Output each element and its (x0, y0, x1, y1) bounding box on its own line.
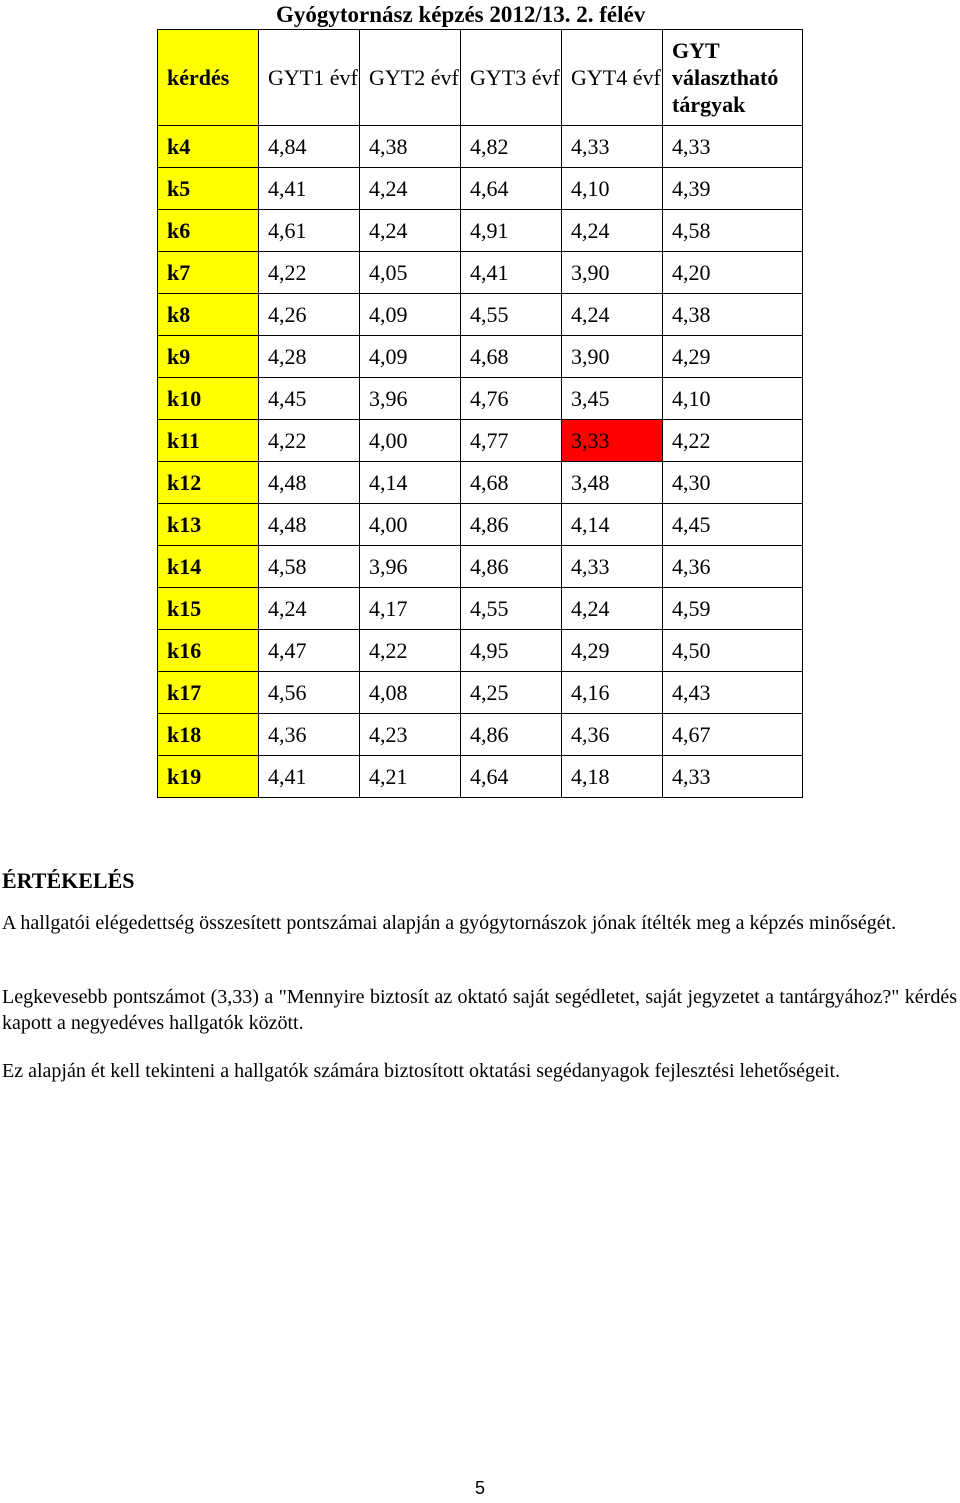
score-cell: 4,10 (562, 168, 663, 210)
question-id: k13 (158, 504, 259, 546)
score-cell: 4,24 (360, 210, 461, 252)
score-cell: 4,33 (562, 126, 663, 168)
score-cell: 4,38 (663, 294, 803, 336)
score-cell: 4,16 (562, 672, 663, 714)
score-cell: 4,25 (461, 672, 562, 714)
question-id: k8 (158, 294, 259, 336)
score-cell: 4,00 (360, 504, 461, 546)
score-cell: 4,68 (461, 336, 562, 378)
table-row (158, 630, 803, 672)
results-table (157, 29, 803, 798)
score-cell: 4,30 (663, 462, 803, 504)
score-cell: 3,45 (562, 378, 663, 420)
score-cell: 4,59 (663, 588, 803, 630)
page-number: 5 (474, 1478, 485, 1498)
score-cell: 4,24 (259, 588, 360, 630)
score-cell: 4,64 (461, 168, 562, 210)
score-cell: 4,61 (259, 210, 360, 252)
table-row (158, 336, 803, 378)
score-cell: 4,14 (360, 462, 461, 504)
score-cell: 4,41 (259, 168, 360, 210)
score-cell: 4,77 (461, 420, 562, 462)
question-id: k17 (158, 672, 259, 714)
score-cell: 4,20 (663, 252, 803, 294)
question-id: k11 (158, 420, 259, 462)
score-cell: 4,39 (663, 168, 803, 210)
table-row (158, 420, 803, 462)
score-cell: 4,50 (663, 630, 803, 672)
table-row (158, 714, 803, 756)
score-cell: 4,36 (562, 714, 663, 756)
score-cell: 4,28 (259, 336, 360, 378)
score-cell: 4,56 (259, 672, 360, 714)
score-cell: 4,41 (259, 756, 360, 798)
score-cell: 4,36 (663, 546, 803, 588)
table-row (158, 504, 803, 546)
score-cell: 4,48 (259, 504, 360, 546)
table-row (158, 546, 803, 588)
question-id: k12 (158, 462, 259, 504)
score-cell: 3,96 (360, 378, 461, 420)
table-body (158, 126, 803, 798)
score-cell: 4,24 (562, 588, 663, 630)
score-cell: 4,36 (259, 714, 360, 756)
score-cell: 4,14 (562, 504, 663, 546)
score-cell: 4,18 (562, 756, 663, 798)
score-cell: 4,76 (461, 378, 562, 420)
score-cell: 3,90 (562, 336, 663, 378)
score-cell: 4,95 (461, 630, 562, 672)
score-cell: 4,33 (663, 126, 803, 168)
evaluation-paragraph-3: Ez alapján ét kell tekinteni a hallgatók számára biztosított oktatási segédanyagok fejlesztési lehetőségeit. (2, 1060, 841, 1082)
score-cell: 4,67 (663, 714, 803, 756)
table-row (158, 756, 803, 798)
score-cell: 4,82 (461, 126, 562, 168)
score-cell: 4,38 (360, 126, 461, 168)
score-cell: 4,23 (360, 714, 461, 756)
question-id: k18 (158, 714, 259, 756)
score-cell: 4,00 (360, 420, 461, 462)
page-title: Gyógytornász képzés 2012/13. 2. félév (276, 2, 646, 27)
score-cell: 4,55 (461, 588, 562, 630)
table-row (158, 210, 803, 252)
score-cell: 4,24 (360, 168, 461, 210)
question-id: k15 (158, 588, 259, 630)
score-cell: 3,96 (360, 546, 461, 588)
score-cell: 4,45 (259, 378, 360, 420)
header-gyt-elective: GYT választható tárgyak (663, 30, 803, 126)
question-id: k19 (158, 756, 259, 798)
score-cell: 4,68 (461, 462, 562, 504)
score-cell: 4,86 (461, 504, 562, 546)
score-cell: 4,33 (663, 756, 803, 798)
score-cell: 4,09 (360, 294, 461, 336)
evaluation-heading: ÉRTÉKELÉS (2, 868, 135, 893)
score-cell: 4,17 (360, 588, 461, 630)
score-cell: 4,41 (461, 252, 562, 294)
table-row (158, 672, 803, 714)
lowest-score-cell: 3,33 (562, 420, 663, 462)
score-cell: 4,09 (360, 336, 461, 378)
table-row (158, 462, 803, 504)
score-cell: 4,43 (663, 672, 803, 714)
score-cell: 4,29 (663, 336, 803, 378)
score-cell: 4,55 (461, 294, 562, 336)
table-row (158, 588, 803, 630)
header-question: kérdés (158, 30, 259, 126)
score-cell: 4,64 (461, 756, 562, 798)
score-cell: 4,84 (259, 126, 360, 168)
score-cell: 4,86 (461, 546, 562, 588)
score-cell: 4,48 (259, 462, 360, 504)
question-id: k4 (158, 126, 259, 168)
evaluation-paragraph-2: Legkevesebb pontszámot (3,33) a "Mennyire biztosít az oktató saját segédletet, saját jegyzetet a tantárgyához?" kérdés kapott a negyedéves hallgatók között. (2, 986, 957, 1034)
score-cell: 4,47 (259, 630, 360, 672)
header-gyt1: GYT1 évf (259, 30, 360, 126)
table-row (158, 168, 803, 210)
table-row (158, 252, 803, 294)
score-cell: 4,58 (259, 546, 360, 588)
score-cell: 4,24 (562, 294, 663, 336)
question-id: k9 (158, 336, 259, 378)
score-cell: 4,29 (562, 630, 663, 672)
score-cell: 4,08 (360, 672, 461, 714)
score-cell: 4,45 (663, 504, 803, 546)
score-cell: 4,91 (461, 210, 562, 252)
score-cell: 4,22 (259, 252, 360, 294)
header-gyt2: GYT2 évf (360, 30, 461, 126)
score-cell: 4,26 (259, 294, 360, 336)
question-id: k7 (158, 252, 259, 294)
score-cell: 4,21 (360, 756, 461, 798)
score-cell: 4,33 (562, 546, 663, 588)
score-cell: 4,22 (360, 630, 461, 672)
score-cell: 4,05 (360, 252, 461, 294)
score-cell: 3,90 (562, 252, 663, 294)
question-id: k16 (158, 630, 259, 672)
question-id: k10 (158, 378, 259, 420)
header-gyt4: GYT4 évf (562, 30, 663, 126)
score-cell: 4,86 (461, 714, 562, 756)
table-row (158, 294, 803, 336)
score-cell: 4,22 (663, 420, 803, 462)
question-id: k5 (158, 168, 259, 210)
evaluation-paragraph-1: A hallgatói elégedettség összesített pontszámai alapján a gyógytornászok jónak ítélték meg a képzés minőségét. (2, 912, 897, 934)
score-cell: 3,48 (562, 462, 663, 504)
score-cell: 4,58 (663, 210, 803, 252)
question-id: k14 (158, 546, 259, 588)
score-cell: 4,24 (562, 210, 663, 252)
score-cell: 4,10 (663, 378, 803, 420)
table-row (158, 378, 803, 420)
question-id: k6 (158, 210, 259, 252)
header-gyt3: GYT3 évf (461, 30, 562, 126)
table-header-row (158, 30, 803, 126)
table-row (158, 126, 803, 168)
score-cell: 4,22 (259, 420, 360, 462)
